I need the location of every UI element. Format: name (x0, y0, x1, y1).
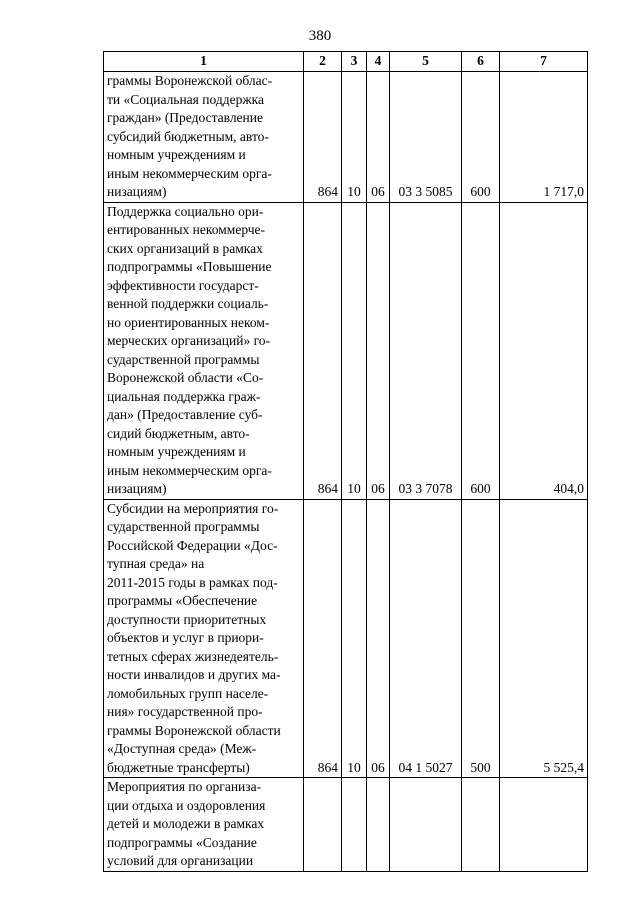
column-header: 2 (304, 52, 342, 72)
column-header: 5 (390, 52, 462, 72)
table-row (104, 778, 588, 872)
table-row (104, 202, 588, 499)
expense-type-code: 600 (462, 202, 500, 499)
column-header: 1 (104, 52, 304, 72)
target-article-code: 03 3 7078 (390, 202, 462, 499)
target-article-code (390, 778, 462, 872)
row-description: Субсидии на мероприятия го- сударственной программы Российской Федерации «Дос- тупная среда» на 2011-2015 годы в рамках под- программы «Обеспечение доступности приоритетных объектов и услуг в приори- тетных сферах жизнедеятель- ности инвалидов и других ма- ломобильных групп населе- ния» государственной про- граммы Воронежской области «Доступная среда» (Меж- бюджетные трансферты) (104, 499, 304, 778)
subsection-code: 06 (367, 202, 390, 499)
target-article-code: 03 3 5085 (390, 72, 462, 203)
subsection-code: 06 (367, 72, 390, 203)
row-description: Мероприятия по организа- ции отдыха и оздоровления детей и молодежи в рамках подпрограммы «Создание условий для организации (104, 778, 304, 872)
column-header: 7 (500, 52, 588, 72)
expense-type-code (462, 778, 500, 872)
table-row (104, 72, 588, 203)
amount-value (500, 778, 588, 872)
amount-value: 5 525,4 (500, 499, 588, 778)
section-code: 10 (342, 202, 367, 499)
table-row (104, 499, 588, 778)
row-description: Поддержка социально ори- ентированных некоммерче- ских организаций в рамках подпрограммы «Повышение эффективности государст- венной поддержки социаль- но ориентированных неком- мерческих организаций» го- сударственной программы Воронежской области «Со- циальная поддержка граж- дан» (Предоставление суб- сидий бюджетным, авто- номным учреждениям и иным некоммерческим орга- низациям) (104, 202, 304, 499)
amount-value: 1 717,0 (500, 72, 588, 203)
amount-value: 404,0 (500, 202, 588, 499)
ministry-code: 864 (304, 202, 342, 499)
ministry-code (304, 778, 342, 872)
target-article-code: 04 1 5027 (390, 499, 462, 778)
subsection-code: 06 (367, 499, 390, 778)
ministry-code: 864 (304, 499, 342, 778)
budget-table (103, 51, 588, 872)
section-code: 10 (342, 72, 367, 203)
ministry-code: 864 (304, 72, 342, 203)
page-number: 380 (308, 28, 332, 44)
row-description: граммы Воронежской облас- ти «Социальная поддержка граждан» (Предоставление субсидий бюджетным, авто- номным учреждениям и иным некоммерческим орга- низациям) (104, 72, 304, 203)
column-header: 6 (462, 52, 500, 72)
section-code: 10 (342, 499, 367, 778)
column-header: 4 (367, 52, 390, 72)
column-header: 3 (342, 52, 367, 72)
table-header-row (104, 52, 588, 72)
expense-type-code: 500 (462, 499, 500, 778)
expense-type-code: 600 (462, 72, 500, 203)
subsection-code (367, 778, 390, 872)
section-code (342, 778, 367, 872)
